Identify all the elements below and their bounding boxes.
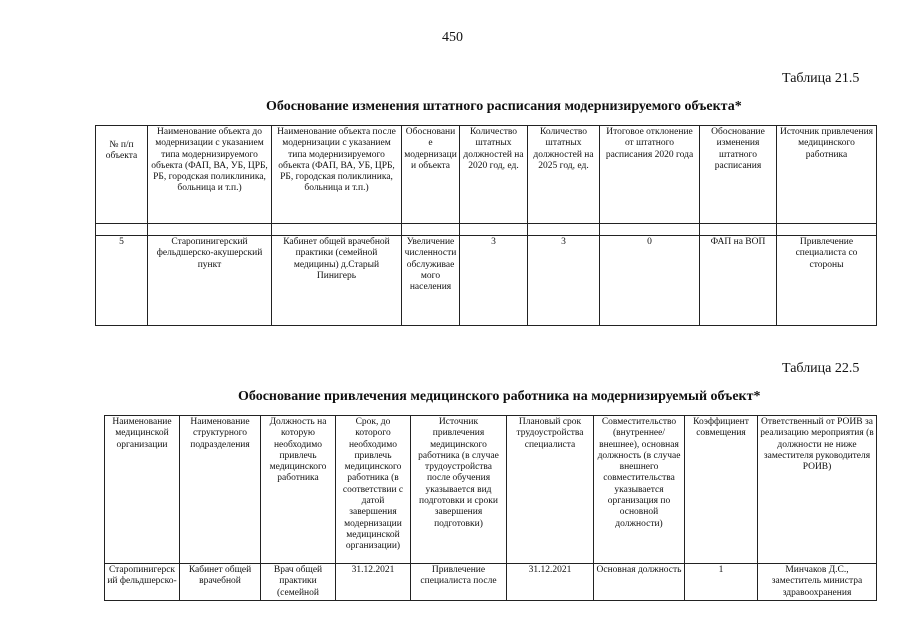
table1-header-cell: Количество штатных должностей на 2025 год, ед. <box>528 126 600 224</box>
table1-cell: Кабинет общей врачебной практики (семейной медицины) д.Старый Пинигерь <box>272 236 402 326</box>
table2-cell: Старопинигерский фельдшерско- <box>105 564 180 601</box>
table1-header-cell: Источник привлечения медицинского работника <box>777 126 877 224</box>
table-row <box>105 564 877 601</box>
table2-header-cell: Срок, до которого необходимо привлечь медицинского работника (в соответствии с датой завершения модернизации медицинской организации) <box>336 416 411 564</box>
table1-cell: ФАП на ВОП <box>700 236 777 326</box>
table1-header-cell: № п/п объекта <box>96 126 148 224</box>
table2-header-cell: Совместительство (внутреннее/внешнее), основная должность (в случае внешнего совместительства указывается организация по основной должности) <box>594 416 685 564</box>
table1-cell: 3 <box>528 236 600 326</box>
table2-header-cell: Наименование структурного подразделения <box>180 416 261 564</box>
table-row <box>96 236 877 326</box>
table2-cell: 31.12.2021 <box>507 564 594 601</box>
table1-header-cell: Обоснование изменения штатного расписания <box>700 126 777 224</box>
table2-caption: Таблица 22.5 <box>782 361 860 376</box>
table1-header-row <box>96 126 877 224</box>
table2-header-cell: Источник привлечения медицинского работника (в случае трудоустройства после обучения указывается вид подготовки и сроки завершения подготовки) <box>411 416 507 564</box>
table1-header-cell: Количество штатных должностей на 2020 год, ед. <box>460 126 528 224</box>
table2-cell: Кабинет общей врачебной <box>180 564 261 601</box>
table1 <box>95 125 877 326</box>
table1-cell: Старопинигерский фельдшерско-акушерский пункт <box>148 236 272 326</box>
table2-title: Обоснование привлечения медицинского работника на модернизируемый объект* <box>238 389 761 404</box>
table1-cell: 0 <box>600 236 700 326</box>
table2-cell: Минчаков Д.С., заместитель министра здравоохранения <box>758 564 877 601</box>
table1-cell: Привлечение специалиста со стороны <box>777 236 877 326</box>
table1-title: Обоснование изменения штатного расписания модернизируемого объекта* <box>266 99 742 114</box>
table2-cell: Врач общей практики (семейной <box>261 564 336 601</box>
table2-header-cell: Ответственный от РОИВ за реализацию мероприятия (в должности не ниже заместителя руководителя РОИВ) <box>758 416 877 564</box>
table1-header-cell: Итоговое отклонение от штатного расписания 2020 года <box>600 126 700 224</box>
table2-cell: 1 <box>685 564 758 601</box>
page-number: 450 <box>442 30 463 45</box>
table1-cell: 3 <box>460 236 528 326</box>
table2-header-cell: Наименование медицинской организации <box>105 416 180 564</box>
table2-header-cell: Должность на которую необходимо привлечь медицинского работника <box>261 416 336 564</box>
table2 <box>104 415 877 601</box>
table1-spacer-row <box>96 224 877 236</box>
table2-cell: 31.12.2021 <box>336 564 411 601</box>
table1-header-cell: Обоснование модернизации объекта <box>402 126 460 224</box>
table2-header-row <box>105 416 877 564</box>
table2-cell: Основная должность <box>594 564 685 601</box>
table2-header-cell: Коэффициент совмещения <box>685 416 758 564</box>
table2-header-cell: Плановый срок трудоустройства специалиста <box>507 416 594 564</box>
table1-header-cell: Наименование объекта после модернизации с указанием типа модернизируемого объекта (ФАП, ВА, УБ, ЦРБ, РБ, городская поликлиника, больница и т.п.) <box>272 126 402 224</box>
table1-cell: Увеличение численности обслуживаемого населения <box>402 236 460 326</box>
table2-cell: Привлечение специалиста после <box>411 564 507 601</box>
table1-caption: Таблица 21.5 <box>782 71 860 86</box>
table1-cell: 5 <box>96 236 148 326</box>
table1-header-cell: Наименование объекта до модернизации с указанием типа модернизируемого объекта (ФАП, ВА, УБ, ЦРБ, РБ, городская поликлиника, больница и т.п.) <box>148 126 272 224</box>
